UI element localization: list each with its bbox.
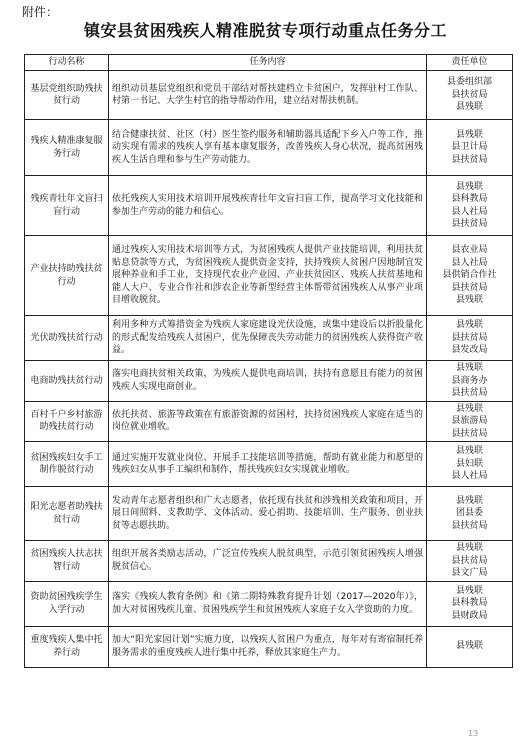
responsible-unit: 县文广局 xyxy=(451,568,488,578)
task-table xyxy=(24,54,513,668)
table-row xyxy=(25,541,513,582)
header-action-name: 行动名称 xyxy=(25,55,109,71)
responsible-unit: 县扶贫局 xyxy=(451,332,488,343)
responsible-unit: 县卫计局 xyxy=(451,142,488,153)
responsible-unit: 县扶贫局 xyxy=(451,388,488,398)
action-name-cell: 电商助残扶贫行动 xyxy=(25,361,109,402)
table-row xyxy=(25,120,513,176)
responsible-units-cell xyxy=(427,626,513,667)
action-name-cell: 贫困残疾妇女手工制作脱贫行动 xyxy=(25,442,109,487)
responsible-unit: 县残联 xyxy=(455,543,483,553)
action-name-cell: 阳光志愿者助残扶贫行动 xyxy=(25,487,109,541)
responsible-unit: 县妇联 xyxy=(455,458,483,469)
action-name-cell: 产业扶持助残扶贫行动 xyxy=(25,236,109,316)
responsible-unit: 县扶贫局 xyxy=(451,555,488,566)
responsible-unit: 县农业局 xyxy=(451,245,488,256)
table-row xyxy=(25,361,513,402)
responsible-unit: 县扶贫局 xyxy=(451,428,488,439)
responsible-unit: 县扶贫局 xyxy=(451,520,488,531)
responsible-unit: 县科教局 xyxy=(451,598,488,609)
responsible-units-cell xyxy=(427,487,513,541)
task-content-cell: 落实《残疾人教育条例》和《第二期特殊教育提升计划（2017—2020年）》，加大对贫困残疾儿童、贫困残疾学生和贫困残疾人家庭子女入学资助的力度。 xyxy=(109,581,427,626)
responsible-unit: 县残联 xyxy=(455,495,483,506)
table-row xyxy=(25,71,513,120)
responsible-units-cell xyxy=(427,581,513,626)
responsible-unit: 县残联 xyxy=(455,295,483,306)
responsible-unit: 县残联 xyxy=(455,446,483,457)
responsible-unit: 县残联 xyxy=(455,102,483,113)
responsible-unit: 县人社局 xyxy=(451,471,488,482)
responsible-units-cell xyxy=(427,442,513,487)
responsible-units-cell xyxy=(427,120,513,176)
responsible-units-cell xyxy=(427,71,513,120)
action-name-cell: 光伏助残扶贫行动 xyxy=(25,316,109,361)
responsible-unit: 县财政局 xyxy=(451,610,488,621)
responsible-units-cell xyxy=(427,361,513,402)
attachment-label: 附件： xyxy=(22,5,59,19)
task-content-cell: 组织动员基层党组织和党员干部结对帮扶建档立卡贫困户，发挥驻村工作队、村第一书记、大学生村官的指导帮动作用，建立结对帮扶机制。 xyxy=(109,71,427,120)
action-name-cell: 残疾青壮年文盲扫盲行动 xyxy=(25,176,109,236)
responsible-unit: 县扶贫局 xyxy=(451,282,488,293)
table-row xyxy=(25,442,513,487)
table-row xyxy=(25,401,513,442)
responsible-unit: 县人社局 xyxy=(451,257,488,268)
action-name-cell: 重度残疾人集中托养行动 xyxy=(25,626,109,667)
task-content-cell: 发动青年志愿者组织和广大志愿者，依托现有扶贫和涉残相关政策和项目，开展日间照料、支教助学、文体活动、爱心捐助、技能培训、生产服务、创业扶贫等志愿扶助。 xyxy=(109,487,427,541)
responsible-unit: 县委组织部 xyxy=(446,77,492,88)
responsible-units-cell xyxy=(427,176,513,236)
table-row xyxy=(25,581,513,626)
responsible-unit: 县旅游局 xyxy=(451,416,488,426)
header-task-content: 任务内容 xyxy=(109,55,427,71)
action-name-cell: 资助贫困残疾学生入学行动 xyxy=(25,581,109,626)
task-content-cell: 通过残疾人实用技术培训等方式，为贫困残疾人提供产业技能培训，利用扶贫贴息贷款等方式，为贫困残疾人提供资金支持，扶持残疾人贫困户因地制宜发展种养业和手工业，支持现代农业产业园、产业扶贫园区、残疾人扶贫基地和能人大户、专业合作社和涉农企业等新型经营主体帮带贫困残疾人从事产业项目增收脱贫。 xyxy=(109,236,427,316)
task-content-cell: 落实电商扶贫相关政策，为残疾人提供电商培训，扶持有意愿且有能力的贫困残疾人实现电商创业。 xyxy=(109,361,427,402)
responsible-unit: 县供销合作社 xyxy=(442,270,497,281)
responsible-unit: 县残联 xyxy=(455,181,483,192)
table-row xyxy=(25,176,513,236)
table-body xyxy=(25,71,513,668)
task-content-cell: 依托残疾人实用技术培训开展残疾青壮年文盲扫盲工作，提高学习文化技能和参加生产劳动的能力和信心。 xyxy=(109,176,427,236)
responsible-unit: 县发改局 xyxy=(451,345,488,356)
responsible-unit: 县残联 xyxy=(455,585,483,596)
table-row xyxy=(25,236,513,316)
table-row xyxy=(25,316,513,361)
action-name-cell: 贫困残疾人扶志扶智行动 xyxy=(25,541,109,582)
responsible-unit: 县残联 xyxy=(455,363,483,373)
responsible-unit: 县商务办 xyxy=(451,375,488,386)
table-header-row xyxy=(25,55,513,71)
responsible-unit: 县扶贫局 xyxy=(451,154,488,165)
responsible-units-cell xyxy=(427,541,513,582)
task-content-cell: 依托扶贫、旅游等政策在有旅游资源的贫困村，扶持贫困残疾人家庭在适当的岗位就业增收。 xyxy=(109,401,427,442)
responsible-units-cell xyxy=(427,236,513,316)
responsible-unit: 县残联 xyxy=(455,320,483,331)
responsible-unit: 县残联 xyxy=(455,403,483,414)
table-row xyxy=(25,487,513,541)
task-content-cell: 加大“阳光家园计划”实施力度，以残疾人贫困户为重点，每年对有寄宿制托养服务需求的重度残疾人进行集中托养，释放其家庭生产力。 xyxy=(109,626,427,667)
responsible-unit: 县残联 xyxy=(455,129,483,140)
responsible-units-cell xyxy=(427,316,513,361)
responsible-unit: 县科教局 xyxy=(451,194,488,204)
table-row xyxy=(25,626,513,667)
action-name-cell: 残疾人精准康复服务行动 xyxy=(25,120,109,176)
header-responsible-units: 责任单位 xyxy=(427,55,513,71)
responsible-unit: 县扶贫局 xyxy=(451,89,488,100)
responsible-unit: 县残联 xyxy=(455,641,483,652)
task-content-cell: 结合健康扶贫、社区（村）医生签约服务和辅助器具适配下乡入户等工作，推动实现有需求的残疾人享有基本康复服务，改善残疾人身心状况，提高贫困残疾人生活自理和参与生产劳动能力。 xyxy=(109,120,427,176)
action-name-cell: 百村千户乡村旅游助残扶贫行动 xyxy=(25,401,109,442)
page-title: 镇安县贫困残疾人精准脱贫专项行动重点任务分工 xyxy=(83,21,447,40)
task-content-cell: 利用多种方式筹措资金为残疾人家庭建设光伏设施，或集中建设后以折股量化的形式配发给残疾人贫困户，优先保障丧失劳动能力的贫困残疾人获得资产收益。 xyxy=(109,316,427,361)
page-number: 13 xyxy=(468,729,479,738)
responsible-unit: 团县委 xyxy=(455,508,483,519)
task-content-cell: 组织开展各类励志活动，广泛宣传残疾人脱贫典型，示范引领贫困残疾人增强脱贫信心。 xyxy=(109,541,427,582)
task-content-cell: 通过实施开发就业岗位、开展手工技能培训等措施，帮助有就业能力和愿望的残疾妇女从事手工编织和制作，帮扶残疾妇女实现就业增收。 xyxy=(109,442,427,487)
responsible-unit: 县人社局 xyxy=(451,206,488,217)
action-name-cell: 基层党组织助残扶贫行动 xyxy=(25,71,109,120)
responsible-unit: 县扶贫局 xyxy=(451,219,488,229)
responsible-units-cell xyxy=(427,401,513,442)
